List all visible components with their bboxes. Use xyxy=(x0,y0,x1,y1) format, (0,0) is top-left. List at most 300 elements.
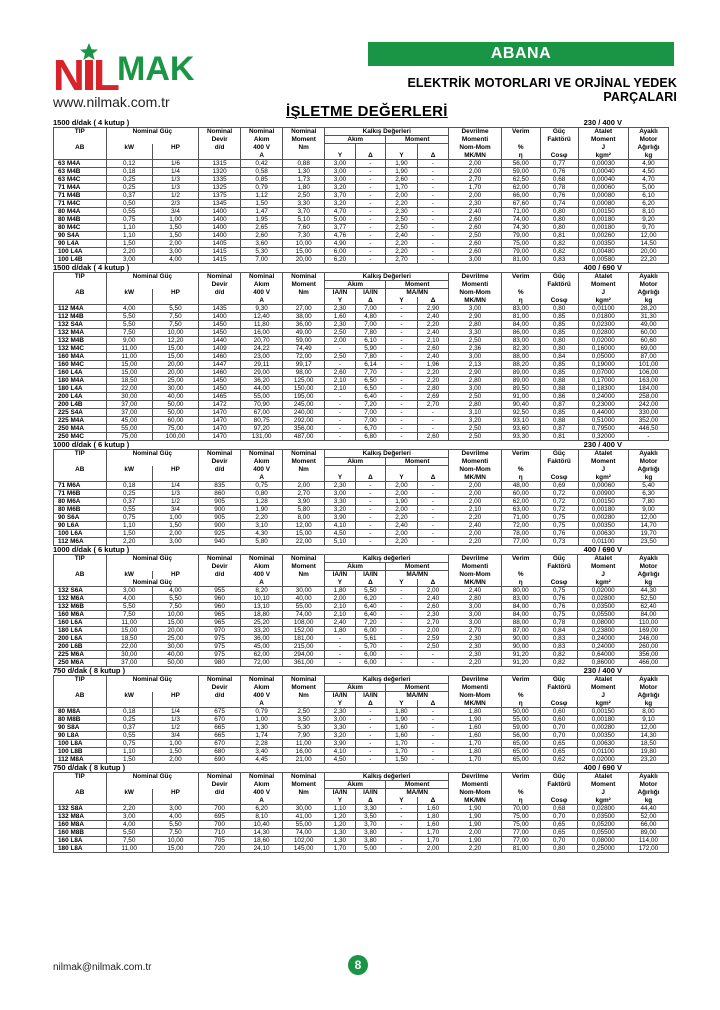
header-cell xyxy=(54,474,107,482)
table-cell: 0,02000 xyxy=(578,756,628,764)
table-cell: 3,00 xyxy=(449,619,502,627)
header-cell: A xyxy=(241,700,283,708)
table-cell: 1465 xyxy=(199,393,241,401)
website-url[interactable]: www.nilmak.com.tr xyxy=(53,94,170,110)
table-row xyxy=(54,619,669,627)
motor-type: 80 M8A xyxy=(54,708,107,716)
header-cell: Nominal xyxy=(241,555,283,563)
table-cell: 0,25 xyxy=(106,184,152,192)
table-cell: 10,10 xyxy=(241,595,283,603)
table-cell: 88,20 xyxy=(501,361,540,369)
section-voltage: 400 / 690 V xyxy=(583,763,622,772)
col-tip: TIP xyxy=(54,128,107,136)
table-cell: 16,00 xyxy=(283,748,325,756)
table-cell: 89,00 xyxy=(501,377,540,385)
table-cell: 89,50 xyxy=(501,385,540,393)
motor-type: 132 M6A xyxy=(54,595,107,603)
table-cell: 1,80 xyxy=(325,627,355,635)
table-cell: 5,50 xyxy=(106,603,152,611)
motor-type: 71 M4A xyxy=(54,184,107,192)
table-cell: 1,00 xyxy=(152,514,198,522)
table-cell: 14,50 xyxy=(629,240,669,248)
abana-badge: ABANA xyxy=(368,42,674,66)
table-cell: 7,80 xyxy=(355,329,385,337)
table-cell: 6,20 xyxy=(325,256,355,264)
header-cell: Δ xyxy=(355,152,385,160)
header-cell: Cosφ xyxy=(540,579,578,587)
table-cell: 0,00180 xyxy=(578,716,628,724)
header-row xyxy=(54,128,669,136)
table-row xyxy=(54,821,669,829)
table-cell: 40,00 xyxy=(152,393,198,401)
table-cell: 2,80 xyxy=(449,401,502,409)
table-cell: 184,00 xyxy=(629,385,669,393)
table-row xyxy=(54,724,669,732)
section-voltage: 230 / 400 V xyxy=(583,666,622,675)
table-cell: 960 xyxy=(199,595,241,603)
table-cell: - xyxy=(325,417,355,425)
header-cell: 400 V xyxy=(241,466,283,474)
header-cell: Ağırlığı xyxy=(629,466,669,474)
table-cell: 1,90 xyxy=(449,805,502,813)
table-cell: 38,00 xyxy=(283,313,325,321)
header-cell xyxy=(152,297,198,305)
header-cell xyxy=(386,144,418,152)
header-cell: d/d xyxy=(199,466,241,474)
table-cell: 940 xyxy=(199,538,241,546)
header-cell: Faktörü xyxy=(540,684,578,692)
table-cell: 2,30 xyxy=(325,321,355,329)
table-cell: 93,30 xyxy=(501,433,540,441)
table-cell: 2,90 xyxy=(449,313,502,321)
table-cell: 3,30 xyxy=(325,724,355,732)
table-cell: 5,10 xyxy=(283,216,325,224)
table-cell: 52,00 xyxy=(628,813,668,821)
table-row xyxy=(54,240,669,248)
table-cell: 3,30 xyxy=(325,498,355,506)
table-cell: 970 xyxy=(199,627,241,635)
header-cell: Verim xyxy=(501,676,540,684)
table-cell: 71,00 xyxy=(501,514,540,522)
table-row xyxy=(54,208,669,216)
table-cell: 2,10 xyxy=(449,506,502,514)
table-cell: 30,00 xyxy=(283,805,325,813)
table-cell: 11,00 xyxy=(106,353,152,361)
header-cell xyxy=(54,579,107,587)
table-cell: 15,00 xyxy=(106,361,152,369)
header-cell xyxy=(355,144,385,152)
table-cell: 1440 xyxy=(199,337,241,345)
table-cell: 3,70 xyxy=(283,208,325,216)
table-row xyxy=(54,313,669,321)
table-cell: - xyxy=(386,805,418,813)
table-cell: 5,10 xyxy=(325,538,355,546)
header-cell: Faktörü xyxy=(540,563,578,571)
table-row xyxy=(54,611,669,619)
header-cell: % xyxy=(501,466,540,474)
header-cell: A xyxy=(241,297,283,305)
table-cell: 0,70 xyxy=(540,724,578,732)
table-row xyxy=(54,748,669,756)
table-cell: 2,50 xyxy=(417,643,449,651)
header-cell: Devir xyxy=(199,781,241,789)
table-cell: 0,00030 xyxy=(578,160,628,168)
table-cell: 2,40 xyxy=(417,595,449,603)
table-cell: - xyxy=(355,176,385,184)
table-cell: 3,00 xyxy=(449,353,502,361)
table-cell: - xyxy=(386,369,418,377)
table-cell: - xyxy=(417,724,449,732)
header-cell: Atalet xyxy=(578,773,628,781)
table-cell: 1,70 xyxy=(449,756,502,764)
table-cell: 75,00 xyxy=(501,813,540,821)
table-cell: 2,30 xyxy=(325,482,355,490)
table-cell: - xyxy=(417,482,449,490)
table-cell: 1409 xyxy=(199,345,241,353)
table-cell: 30,00 xyxy=(283,587,325,595)
table-cell: 65,00 xyxy=(501,740,540,748)
header-cell: Devir xyxy=(199,136,241,144)
table-cell: 487,00 xyxy=(283,433,325,441)
table-cell: 4,76 xyxy=(325,232,355,240)
table-cell: 7,50 xyxy=(152,313,198,321)
header-cell: kW xyxy=(106,789,152,797)
header-cell: Nominal Güç xyxy=(106,579,199,587)
motor-type: 160 L8A xyxy=(54,837,107,845)
table-cell: 3,30 xyxy=(283,200,325,208)
table-cell: 7,00 xyxy=(355,417,385,425)
col-nominal-guc: Nominal Güç xyxy=(106,555,199,563)
table-cell: - xyxy=(386,433,418,441)
table-cell: 1/2 xyxy=(152,192,198,200)
table-row xyxy=(54,506,669,514)
header-cell: Güç xyxy=(540,676,578,684)
header-cell: % xyxy=(501,789,540,797)
table-cell: 0,80 xyxy=(540,337,578,345)
header-cell: Devir xyxy=(199,458,241,466)
header-cell: AB xyxy=(54,571,107,579)
header-cell: Moment xyxy=(283,136,325,144)
table-cell: - xyxy=(417,498,449,506)
motor-type: 160 M6A xyxy=(54,611,107,619)
table-cell: 100,00 xyxy=(152,433,198,441)
header-cell: Δ xyxy=(417,797,449,805)
table-cell: 3,00 xyxy=(325,168,355,176)
header-cell: Moment xyxy=(386,781,449,789)
motor-type: 180 L6A xyxy=(54,627,107,635)
table-cell: 15,00 xyxy=(152,345,198,353)
table-cell: 4,50 xyxy=(325,530,355,538)
table-cell: - xyxy=(417,176,449,184)
table-cell: 2,00 xyxy=(449,490,502,498)
table-cell: 6,40 xyxy=(355,603,385,611)
table-cell: 114,00 xyxy=(628,837,668,845)
table-cell: 5,50 xyxy=(106,313,152,321)
table-cell: 2,30 xyxy=(449,200,502,208)
motor-type: 100 L8B xyxy=(54,748,107,756)
table-cell: 3,10 xyxy=(449,409,502,417)
table-row xyxy=(54,845,669,853)
table-cell: 0,08000 xyxy=(578,619,628,627)
header-cell: η xyxy=(501,297,540,305)
table-cell: - xyxy=(417,192,449,200)
table-cell: 56,00 xyxy=(501,732,540,740)
table-cell: 23,20 xyxy=(628,756,668,764)
table-cell: 900 xyxy=(199,522,241,530)
table-cell: 2,40 xyxy=(325,619,355,627)
table-cell: 0,85 xyxy=(540,313,578,321)
table-cell: 5,50 xyxy=(106,321,152,329)
header-cell: Cosφ xyxy=(540,297,578,305)
table-cell: - xyxy=(386,329,418,337)
table-cell: 6,50 xyxy=(355,385,385,393)
table-cell: 1,30 xyxy=(325,837,355,845)
table-cell: 0,80 xyxy=(540,345,578,353)
table-row xyxy=(54,805,669,813)
table-cell: 2,40 xyxy=(386,522,418,530)
header-cell: Nominal xyxy=(199,450,241,458)
table-cell: - xyxy=(417,208,449,216)
header-cell: kgm² xyxy=(578,797,628,805)
motor-type: 80 M6B xyxy=(54,506,107,514)
table-cell: 6,14 xyxy=(355,361,385,369)
table-cell: - xyxy=(386,595,418,603)
table-cell: 52,50 xyxy=(628,595,668,603)
table-cell: 5,50 xyxy=(355,587,385,595)
table-cell: 900 xyxy=(199,506,241,514)
header-cell: HP xyxy=(152,571,198,579)
col-nominal-guc: Nominal Güç xyxy=(106,450,199,458)
table-cell: 2,00 xyxy=(386,482,418,490)
table-row xyxy=(54,514,669,522)
table-cell: 150,00 xyxy=(283,385,325,393)
motor-type: 160 M8A xyxy=(54,821,107,829)
table-cell: - xyxy=(386,337,418,345)
table-cell: 1,90 xyxy=(449,837,502,845)
table-row xyxy=(54,176,669,184)
table-cell: 1450 xyxy=(199,321,241,329)
table-cell: 3/4 xyxy=(152,732,198,740)
section-header xyxy=(53,667,669,675)
header-row xyxy=(54,458,669,466)
motor-type: 80 M4C xyxy=(54,224,107,232)
col-kalkis: Kalkış Değerleri xyxy=(325,128,449,136)
table-cell: 44,30 xyxy=(628,587,668,595)
table-cell: 59,00 xyxy=(501,168,540,176)
table-cell: 10,00 xyxy=(152,329,198,337)
table-cell: 0,75 xyxy=(540,587,578,595)
table-cell: 72,00 xyxy=(241,659,283,667)
table-cell: 1,90 xyxy=(386,160,418,168)
table-cell: 1,80 xyxy=(325,587,355,595)
table-cell: - xyxy=(417,216,449,224)
table-cell: 18,60 xyxy=(241,837,283,845)
table-cell: - xyxy=(386,393,418,401)
table-cell: 680 xyxy=(199,748,241,756)
table-cell: 2,40 xyxy=(417,353,449,361)
table-cell: 0,02000 xyxy=(578,337,628,345)
table-cell: 0,75 xyxy=(106,514,152,522)
table-cell: 3,90 xyxy=(325,740,355,748)
table-cell: 20,00 xyxy=(283,256,325,264)
table-cell: - xyxy=(325,393,355,401)
table-cell: 0,23000 xyxy=(578,401,628,409)
table-cell: - xyxy=(355,208,385,216)
table-cell: 44,00 xyxy=(241,385,283,393)
section-voltage: 230 / 400 V xyxy=(583,118,622,127)
header-cell xyxy=(54,781,107,789)
table-cell: 74,49 xyxy=(283,345,325,353)
table-cell: - xyxy=(355,740,385,748)
table-cell: 9,00 xyxy=(106,337,152,345)
table-cell: 3,20 xyxy=(325,184,355,192)
table-row xyxy=(54,216,669,224)
header-cell: Nominal xyxy=(283,450,325,458)
header-cell: Moment xyxy=(283,281,325,289)
table-cell: 7,50 xyxy=(106,837,152,845)
table-cell: 2,50 xyxy=(449,337,502,345)
table-cell: 2,60 xyxy=(417,345,449,353)
header-cell: Nominal xyxy=(199,128,241,136)
header-cell xyxy=(501,684,540,692)
table-cell: 40,00 xyxy=(152,651,198,659)
table-cell: - xyxy=(325,433,355,441)
table-cell: - xyxy=(386,659,418,667)
table-cell: 98,00 xyxy=(283,369,325,377)
header-cell: Akım xyxy=(325,684,386,692)
table-cell: 3,77 xyxy=(325,224,355,232)
header-cell: Atalet xyxy=(578,450,628,458)
table-cell: 352,00 xyxy=(629,417,669,425)
table-cell: 1,60 xyxy=(417,805,449,813)
table-cell: 93,60 xyxy=(501,425,540,433)
table-cell: 0,82 xyxy=(540,651,578,659)
table-cell: 0,00150 xyxy=(578,498,628,506)
table-cell: 0,00180 xyxy=(578,224,628,232)
table-cell: 0,85 xyxy=(540,361,578,369)
table-cell: 6,10 xyxy=(629,192,669,200)
table-cell: 0,25 xyxy=(106,490,152,498)
table-cell: 2,90 xyxy=(449,369,502,377)
table-row xyxy=(54,482,669,490)
table-cell: 975 xyxy=(199,651,241,659)
table-cell: 0,00260 xyxy=(578,232,628,240)
table-cell: 1,95 xyxy=(241,216,283,224)
table-cell: 2,40 xyxy=(449,587,502,595)
table-cell: 62,50 xyxy=(501,176,540,184)
table-cell: 2,20 xyxy=(106,805,152,813)
table-row xyxy=(54,659,669,667)
table-cell: 965 xyxy=(199,611,241,619)
header-cell xyxy=(199,474,241,482)
motor-type: 80 M6A xyxy=(54,498,107,506)
table-cell: 5,00 xyxy=(325,216,355,224)
table-cell: 79,00 xyxy=(501,248,540,256)
table-cell: 1435 xyxy=(199,305,241,313)
table-cell: 70,90 xyxy=(241,401,283,409)
table-cell: 8,00 xyxy=(283,514,325,522)
table-cell: 0,00080 xyxy=(578,200,628,208)
table-cell: 0,42 xyxy=(241,160,283,168)
table-cell: 2,36 xyxy=(449,345,502,353)
header-cell: η xyxy=(501,700,540,708)
table-cell: 25,00 xyxy=(152,635,198,643)
table-cell: 0,78 xyxy=(540,619,578,627)
header-cell: 400 V xyxy=(241,692,283,700)
table-cell: 2,20 xyxy=(449,514,502,522)
table-row xyxy=(54,168,669,176)
table-cell: 19,80 xyxy=(628,748,668,756)
table-cell: 0,00150 xyxy=(578,708,628,716)
table-row xyxy=(54,256,669,264)
motor-table xyxy=(53,772,669,853)
header-cell: J xyxy=(578,789,628,797)
table-cell: 2,50 xyxy=(325,329,355,337)
table-row xyxy=(54,603,669,611)
table-cell: 6,80 xyxy=(355,433,385,441)
table-cell: 7,00 xyxy=(241,256,283,264)
table-cell: 3/4 xyxy=(152,506,198,514)
table-cell: 37,00 xyxy=(106,659,152,667)
table-cell: 1,60 xyxy=(449,732,502,740)
table-cell: 5,40 xyxy=(629,482,669,490)
table-cell: 0,55 xyxy=(106,506,152,514)
table-cell: 905 xyxy=(199,514,241,522)
header-cell: Akım xyxy=(241,563,283,571)
table-cell: 84,00 xyxy=(501,611,540,619)
header-cell: kg xyxy=(629,474,669,482)
header-cell: Ayaklı xyxy=(629,450,669,458)
table-cell: 0,76 xyxy=(540,192,578,200)
table-cell: 0,83 xyxy=(540,643,578,651)
table-cell: 0,05000 xyxy=(578,353,628,361)
table-cell: 0,37 xyxy=(106,498,152,506)
email-address[interactable]: nilmak@nilmak.com.tr xyxy=(53,962,152,973)
table-cell: 8,20 xyxy=(241,587,283,595)
table-cell: 7,00 xyxy=(355,409,385,417)
table-cell: 86,00 xyxy=(501,329,540,337)
table-cell: 3,00 xyxy=(325,716,355,724)
table-cell: 3,00 xyxy=(449,385,502,393)
section-header xyxy=(53,546,669,554)
header-cell: Ağırlığı xyxy=(629,144,669,152)
table-cell: 2,60 xyxy=(449,224,502,232)
header-cell: Moment xyxy=(578,136,628,144)
table-cell: 245,00 xyxy=(283,401,325,409)
table-cell: 2,00 xyxy=(152,240,198,248)
table-cell: 0,80 xyxy=(241,490,283,498)
table-cell: 3,00 xyxy=(325,490,355,498)
header-cell: MA/MN xyxy=(386,692,449,700)
table-cell: 2,60 xyxy=(386,176,418,184)
table-cell: 2,20 xyxy=(106,248,152,256)
table-cell: 1320 xyxy=(199,168,241,176)
table-cell: 8,10 xyxy=(241,813,283,821)
table-cell: 1,50 xyxy=(106,756,152,764)
table-cell: 89,00 xyxy=(628,829,668,837)
table-cell: - xyxy=(417,232,449,240)
table-cell: 4,00 xyxy=(106,305,152,313)
header-cell: MK/MN xyxy=(449,700,502,708)
header-cell: Moment xyxy=(386,684,449,692)
motor-type: 90 L6A xyxy=(54,522,107,530)
header-cell: η xyxy=(501,152,540,160)
table-cell: 99,17 xyxy=(283,361,325,369)
table-cell: 3,70 xyxy=(325,192,355,200)
table-cell: 90,00 xyxy=(501,635,540,643)
table-cell: 2,60 xyxy=(449,240,502,248)
motor-type: 180 L8A xyxy=(54,845,107,853)
